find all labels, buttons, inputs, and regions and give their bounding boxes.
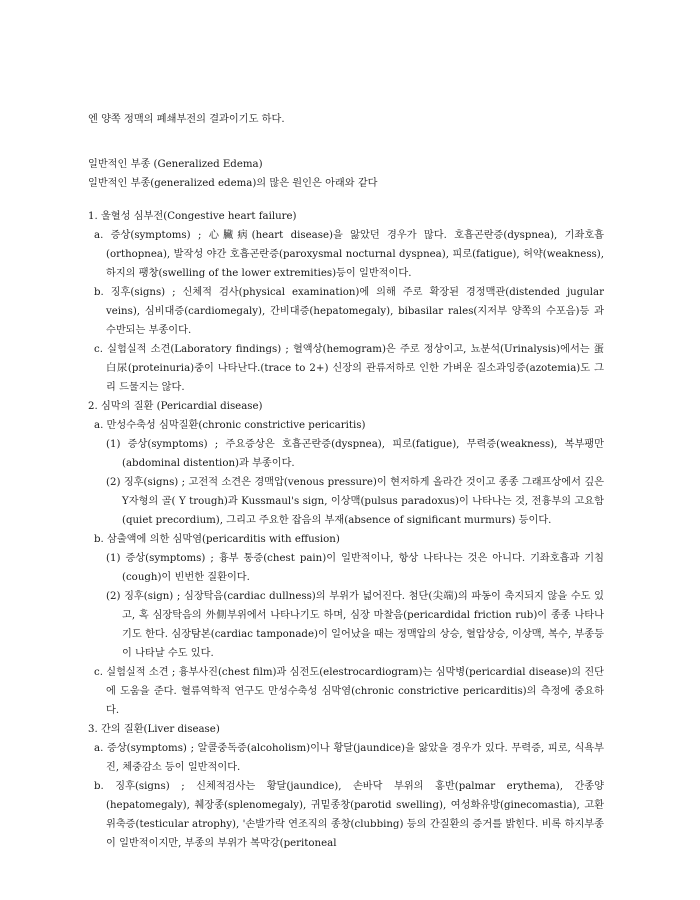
item-2a-1: (1) 증상(symptoms) ; 주요증상은 호흡곤란증(dyspnea), 피로(fatigue), 무력증(weakness), 복부팽만(abdominal distention)과 부종이다.: [106, 439, 604, 469]
item-2a: a. 만성수축성 심막질환(chronic constrictive pericaritis): [94, 420, 366, 431]
item-2a-2: (2) 징후(signs) ; 고전적 소견은 경맥압(venous pressure)이 현저하게 올라간 것이고 종종 그래프상에서 깊은 Y자형의 골( Y trough)과 Kussmaul's sign, 이상맥(pulsus paradoxus)이 나타나는 것, 전흉부의 고요함(quiet precordium), 그리고 주요한 잡음의 부재(absence of significant murmurs) 등이다.: [106, 477, 604, 526]
item-1b: b. 징후(signs) ; 신체적 검사(physical examination)에 의해 주로 확장된 경정맥관(distended jugular veins), 심비대증(cardiomegaly), 간비대증(hepatomegaly), bibasilar rales(지저부 양쪽의 수포음)등 과 수반되는 부종이다.: [94, 287, 604, 336]
item-2c: c. 실험실적 소견 ; 흉부사진(chest film)과 심전도(elestrocardiogram)는 심막병(pericardial disease)의 진단에 도움을 준다. 혈류역학적 연구도 만성수축성 심막염(chronic constrictive pericarditis)의 측정에 중요하다.: [94, 667, 604, 716]
continuation-line: 엔 양쪽 정맥의 폐쇄부전의 결과이기도 하다.: [88, 114, 285, 125]
intro-line: 일반적인 부종(generalized edema)의 많은 원인은 아래와 같다: [88, 178, 378, 189]
item-1-heading: 1. 울혈성 심부전(Congestive heart failure): [88, 211, 297, 222]
item-2b: b. 삼출액에 의한 심막염(pericarditis with effusion): [94, 534, 340, 545]
item-1c: c. 실험실적 소견(Laboratory findings) ; 혈액상(hemogram)은 주로 정상이고, 뇨분석(Urinalysis)에서는 蛋白尿(proteinuria)중이 나타난다.(trace to 2+) 신장의 관류저하로 인한 가벼운 질소과잉증(azotemia)도 그리 드물지는 않다.: [94, 344, 604, 393]
item-2-heading: 2. 심막의 질환 (Pericardial disease): [88, 401, 263, 412]
item-2b-1: (1) 증상(symptoms) ; 흉부 통증(chest pain)이 일반적이나, 항상 나타나는 것은 아니다. 기좌호흡과 기침(cough)이 빈번한 질환이다.: [106, 553, 604, 583]
item-2b-2: (2) 징후(sign) ; 심장탁음(cardiac dullness)의 부위가 넓어진다. 첨단(尖端)의 파동이 축지되지 않을 수도 있고, 혹 심장탁음의 外側부위에서 나타나기도 하며, 심장 마찰음(pericardidal friction rub)이 종종 나타나기도 한다. 심장탐본(cardiac tamponade)이 일어났을 때는 정맥압의 상승, 혈압상승, 이상맥, 복수, 부종등이 나타날 수도 있다.: [106, 591, 604, 659]
item-3a: a. 증상(symptoms) ; 알콜중독증(alcoholism)이나 황달(jaundice)을 앓았을 경우가 있다. 무력증, 피로, 식욕부진, 체중감소 등이 일반적이다.: [94, 743, 604, 773]
item-3-heading: 3. 간의 질환(Liver disease): [88, 724, 220, 735]
item-3b: b. 징후(signs) ; 신체적검사는 황달(jaundice), 손바닥 부위의 홍반(palmar erythema), 간종양(hepatomegaly), 췌장종(splenomegaly), 귀밑종창(parotid swelling), 여성화유방(ginecomastia), 고환위축증(testicular atrophy), '손발가락 연조직의 종창(clubbing) 등의 간질환의 증거를 밝힌다. 비록 하지부종이 일반적이지만, 부종의 부위가 복막강(peritoneal: [94, 781, 604, 849]
section-heading: 일반적인 부종 (Generalized Edema): [88, 159, 263, 170]
item-1a: a. 증상(symptoms) ; 心臟病(heart disease)을 앓았던 경우가 많다. 호흡곤란증(dyspnea), 기좌호흡(orthopnea), 발작성 야간 호흡곤란증(paroxysmal nocturnal dyspnea), 피로(fatigue), 허약(weakness), 하지의 팽창(swelling of the lower extremities)등이 일반적이다.: [94, 230, 604, 279]
